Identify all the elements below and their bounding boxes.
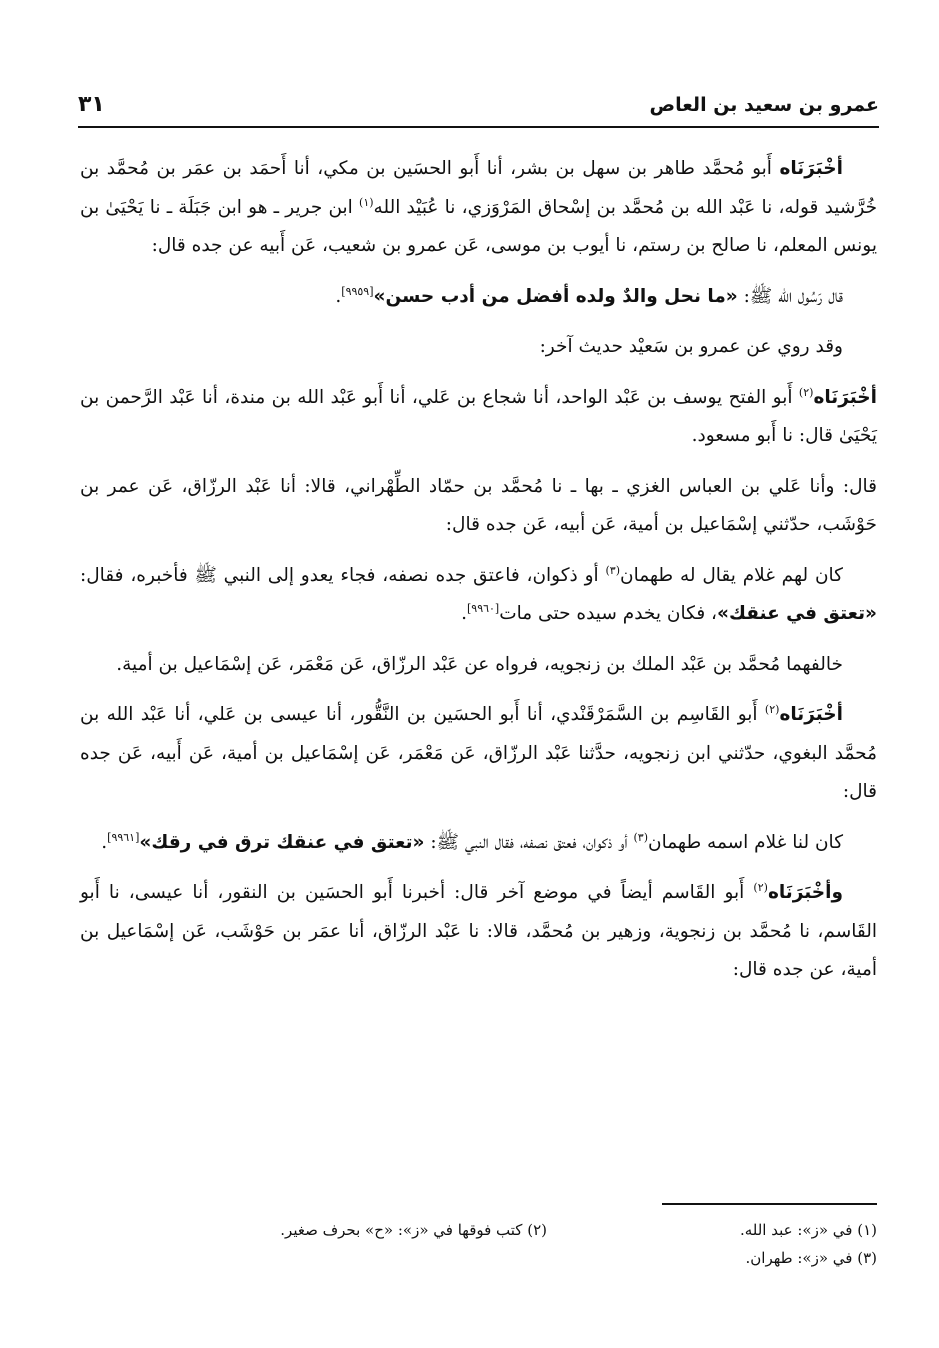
footnote-marker: (٣) xyxy=(633,830,648,844)
footnote-marker: (٣) xyxy=(605,563,620,577)
footnote-3: (٣) في «ز»: طهران. xyxy=(745,1249,877,1267)
paragraph-text: أو ذكوان، فعتق نصفه، فقال النبي ﷺ: xyxy=(424,831,634,853)
paragraph-text: أَبو مُحمَّد طاهر بن سهل بن بشر، أنا أَبو الحسَين بن مكي، أنا أَحمَد بن عمَر بن مُحمَّد بن خُرَّشيد قوله، نا عَبْد الله بن مُحمَّد بن إسْحاق المَرْوَزي، نا عُبَيْد الله xyxy=(80,158,878,218)
isnad-lead: أخْبَرَنَاه xyxy=(813,386,877,408)
paragraph-text: أَبو الفتح يوسف بن عَبْد الواحد، أنا شجاع بن عَلي، أنا أَبو عَبْد الله بن مندة، أنا عَبْد الرَّحمن بن يَحْيَىٰ قال: نا أَبو مسعود. xyxy=(80,386,877,446)
paragraph-end: . xyxy=(335,285,342,307)
hadith-reference: [٩٩٦٠] xyxy=(466,601,500,615)
paragraph-6 xyxy=(80,557,877,634)
isnad-lead: أخْبَرَنَاه xyxy=(779,158,843,179)
paragraph-10 xyxy=(80,874,877,990)
running-title: عمرو بن سعيد بن العاص xyxy=(649,94,879,116)
paragraph-5 xyxy=(80,468,877,545)
footnote-row xyxy=(80,1244,877,1272)
paragraph-text: قال رَسُول الله ﷺ: xyxy=(737,285,843,307)
footnotes xyxy=(80,1216,877,1272)
paragraph-text: أو ذكوان، فاعتق جده نصفه، فجاء يعدو إلى النبي ﷺ فأخبره، فقال: xyxy=(80,564,606,586)
paragraph-3 xyxy=(80,328,877,367)
paragraph-8 xyxy=(80,696,877,812)
hadith-reference: [٩٩٦١] xyxy=(107,830,140,844)
hadith-text: «تعتق في عنقك» xyxy=(717,603,877,624)
paragraph-4 xyxy=(80,379,877,456)
paragraph-text: خالفهما مُحمَّد بن عَبْد الملك بن زنجويه، فرواه عن عَبْد الرزّاق، عَن مَعْمَر، عَن إسْمَاعيل بن أمية. xyxy=(116,653,843,675)
paragraph-1 xyxy=(80,150,877,266)
paragraph-text: قال: وأنا عَلي بن العباس الغزي ـ بها ـ نا مُحمَّد بن حمّاد الطِّهْراني، قالا: أنا عَبْد الرزّاق، عَن عمر بن حَوْشَب، حدّثني إسْمَاعيل بن أمية، عَن أبيه، عَن جده قال: xyxy=(80,475,877,535)
paragraph-2 xyxy=(80,278,877,317)
paragraph-7 xyxy=(80,646,877,685)
isnad-lead: أخْبَرَنَاه xyxy=(779,704,843,725)
header-divider xyxy=(78,126,879,128)
paragraph-text: كان لنا غلام اسمه طهمان xyxy=(648,831,843,853)
page-number: ٣١ xyxy=(78,92,105,117)
paragraph-end: . xyxy=(101,831,108,853)
paragraph-text: ، فكان يخدم سيده حتى مات xyxy=(499,603,718,624)
isnad-lead: وأخْبَرَنَاه xyxy=(767,882,843,903)
footnote-divider xyxy=(662,1203,877,1205)
footnote-marker: (٢) xyxy=(798,385,814,399)
paragraph-text: كان لهم غلام يقال له طهمان xyxy=(619,564,843,586)
paragraph-text: أَبو القَاسم أيضاً في موضع آخر قال: أخبرنا أَبو الحسَين بن النقور، أنا عيسى، نا أَبو القَاسم، نا مُحمَّد بن زنجوية، وزهير بن مُحمَّد، قالا: نا عَبْد الرزّاق، أنا عمَر بن حَوْشَب، عَن إسْمَاعيل بن أمية، عن جده قال: xyxy=(80,882,877,980)
footnote-marker: (٢) xyxy=(764,702,780,716)
footnote-row xyxy=(80,1216,877,1244)
footnote-2: (٢) كتب فوقها في «ز»: «ح» بحرف صغير. xyxy=(280,1221,547,1239)
paragraph-text: ابن جرير ـ هو ابن جَبَلَة ـ نا يَحْيَىٰ بن يونس المعلم، نا صالح بن رستم، نا أيوب بن موسى، عَن عمرو بن شعيب، عَن أَبيه عن جده قال: xyxy=(80,196,877,256)
paragraph-9 xyxy=(80,824,877,863)
footnote-1: (١) في «ز»: عبد الله. xyxy=(739,1221,877,1239)
hadith-text: «تعتق في عنقك ترق في رقك» xyxy=(139,831,425,853)
main-text xyxy=(80,150,877,1002)
paragraph-end: . xyxy=(461,603,467,624)
paragraph-text: وقد روي عن عمرو بن سَعيْد حديث آخر: xyxy=(539,336,843,357)
hadith-text: «ما نحل والدٌ ولده أفضل من أدب حسن» xyxy=(373,285,738,307)
footnote-marker: (٢) xyxy=(753,880,768,894)
footnote-marker: (١) xyxy=(359,195,374,209)
paragraph-text: أَبو القَاسِم بن السَّمَرْقَنْدي، أنا أَبو الحسَين بن النَّقُّور، أنا عيسى بن عَلي، أنا عَبْد الله بن مُحمَّد البغوي، حدّثني ابن زنجويه، حدَّثنا عَبْد الرزّاق، عَن مَعْمَر، عَن إسْمَاعيل بن أمية، عَن أَبيه، عَن جده قال: xyxy=(80,704,877,802)
hadith-reference: [٩٩٥٩] xyxy=(341,284,374,298)
